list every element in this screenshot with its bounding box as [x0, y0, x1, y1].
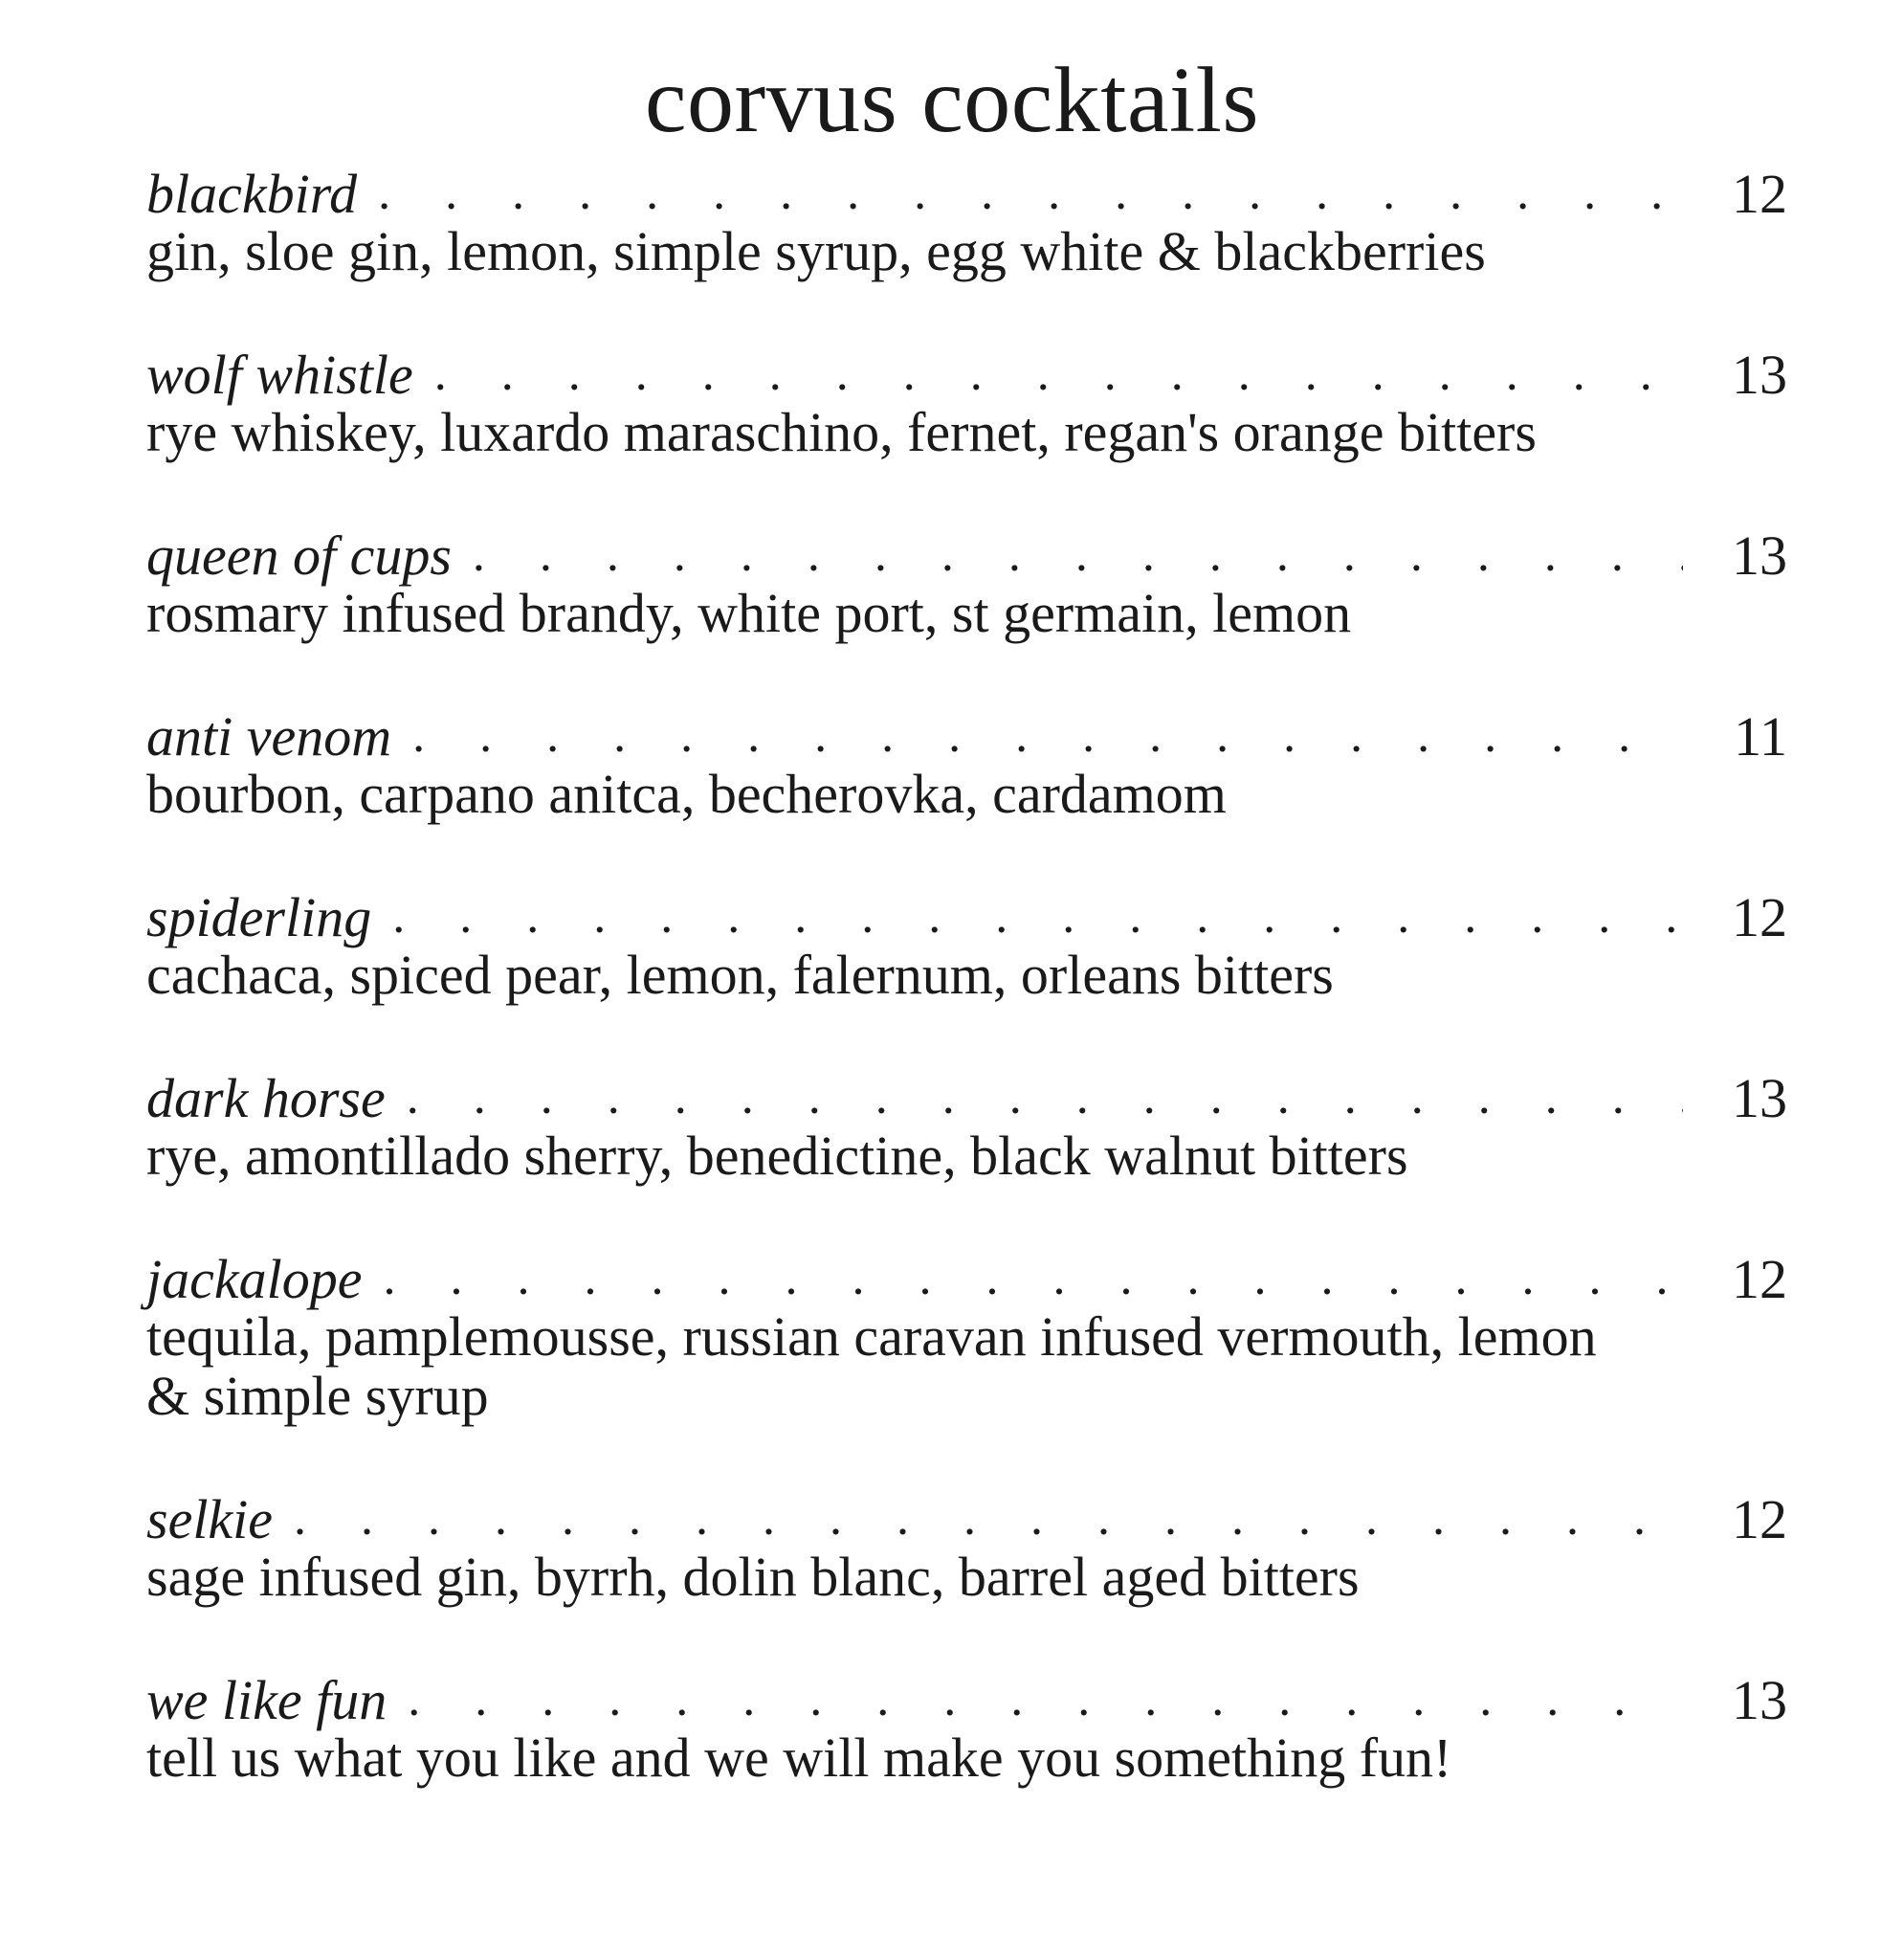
menu-item [146, 344, 1787, 462]
cocktail-price: 12 [1732, 1248, 1787, 1310]
cocktail-name: queen of cups [146, 524, 452, 587]
menu-item-header [146, 705, 1787, 768]
menu-item [146, 163, 1787, 281]
cocktail-name: spiderling [146, 886, 372, 948]
menu-item-header [146, 1669, 1787, 1732]
menu-item [146, 1669, 1787, 1788]
menu-item-header [146, 524, 1787, 588]
menu-item-header [146, 1488, 1787, 1551]
dot-leader [392, 886, 1683, 949]
menu-item-header [146, 1248, 1787, 1311]
cocktail-price: 13 [1732, 524, 1787, 587]
dot-leader [378, 163, 1683, 226]
menu-title: corvus cocktails [644, 49, 1260, 152]
menu-item [146, 524, 1787, 643]
menu-item [146, 1248, 1787, 1426]
cocktail-ingredients: cachaca, spiced pear, lemon, falernum, orleans bitters [146, 944, 1334, 1006]
cocktail-price: 13 [1732, 1669, 1787, 1731]
cocktail-ingredients: gin, sloe gin, lemon, simple syrup, egg white & blackberries [146, 220, 1486, 282]
cocktail-ingredients: tell us what you like and we will make you something fun! [146, 1726, 1452, 1789]
cocktail-ingredients: rye, amontillado sherry, benedictine, black walnut bitters [146, 1125, 1408, 1187]
cocktail-ingredients: rye whiskey, luxardo maraschino, fernet, regan's orange bitters [146, 401, 1537, 463]
cocktail-name: jackalope [146, 1248, 363, 1310]
cocktail-price: 11 [1734, 705, 1787, 768]
cocktail-ingredients: tequila, pamplemousse, russian caravan infused vermouth, lemon & simple syrup [146, 1305, 1597, 1427]
cocktail-name: dark horse [146, 1067, 386, 1129]
menu-item [146, 886, 1787, 1005]
cocktail-ingredients: bourbon, carpano anitca, becherovka, cardamom [146, 763, 1227, 825]
dot-leader [473, 524, 1683, 588]
menu-item-header [146, 163, 1787, 226]
cocktail-ingredients: rosmary infused brandy, white port, st germain, lemon [146, 582, 1352, 644]
dot-leader [412, 705, 1683, 768]
dot-leader [434, 344, 1683, 407]
cocktail-price: 12 [1732, 886, 1787, 948]
cocktail-price: 13 [1732, 1067, 1787, 1129]
cocktail-name: selkie [146, 1488, 274, 1550]
cocktail-name: anti venom [146, 705, 392, 768]
cocktail-name: blackbird [146, 163, 358, 225]
cocktail-price: 13 [1732, 344, 1787, 406]
cocktail-price: 12 [1732, 163, 1787, 225]
menu-item [146, 705, 1787, 824]
menu-item [146, 1488, 1787, 1607]
cocktail-ingredients: sage infused gin, byrrh, dolin blanc, barrel aged bitters [146, 1546, 1360, 1608]
cocktail-price: 12 [1732, 1488, 1787, 1550]
dot-leader [294, 1488, 1683, 1551]
menu-item-header [146, 886, 1787, 949]
cocktail-name: we like fun [146, 1669, 387, 1731]
dot-leader [407, 1067, 1683, 1130]
cocktail-list [146, 163, 1787, 1850]
cocktail-name: wolf whistle [146, 344, 413, 406]
menu-item [146, 1067, 1787, 1186]
dot-leader [383, 1248, 1683, 1311]
dot-leader [408, 1669, 1683, 1732]
menu-item-header [146, 344, 1787, 407]
menu-item-header [146, 1067, 1787, 1130]
